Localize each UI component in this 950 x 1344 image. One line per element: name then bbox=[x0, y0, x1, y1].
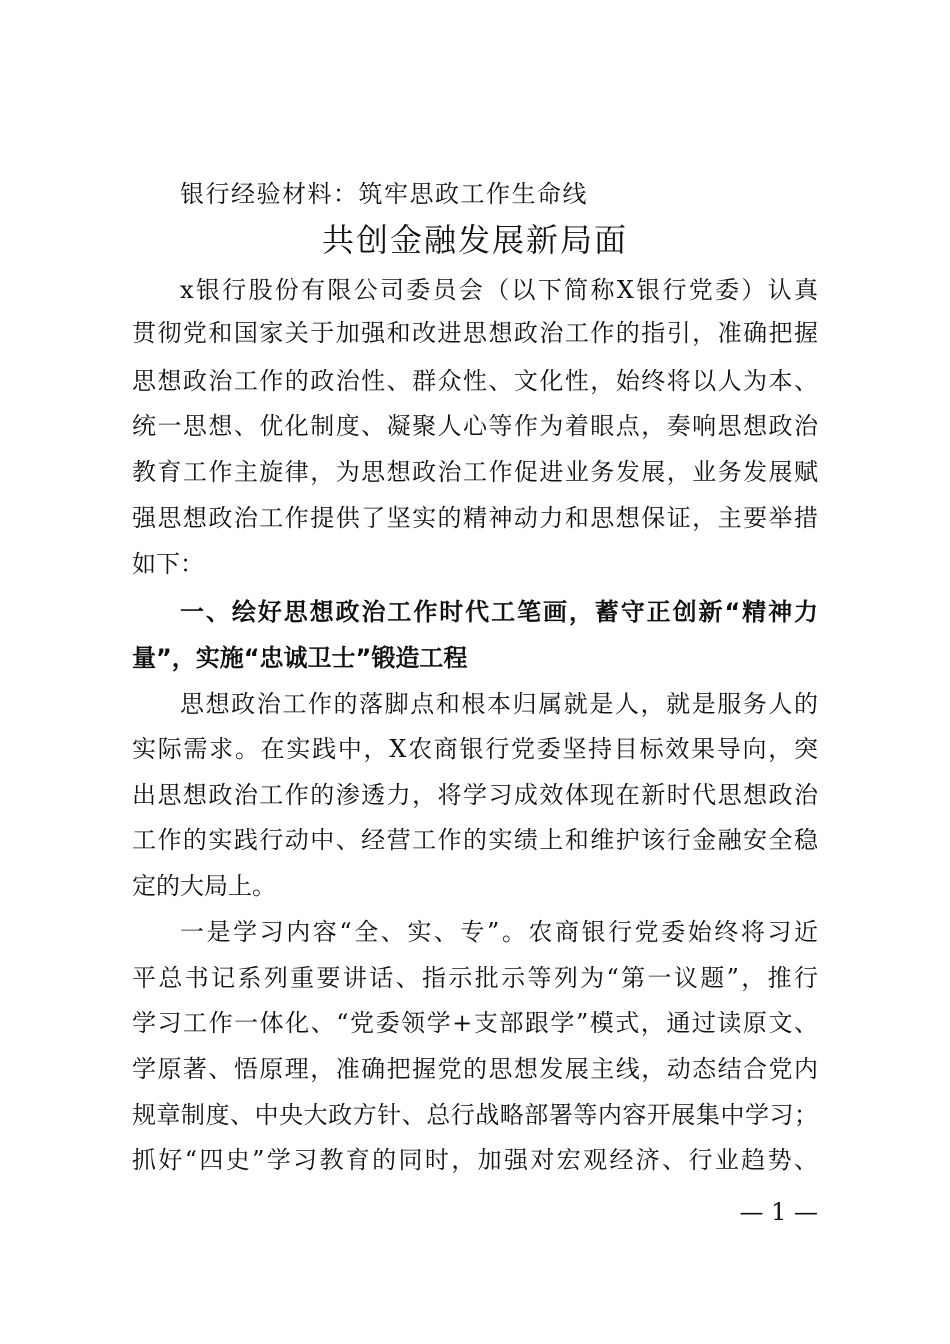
paragraph-line: 抓好“四史”学习教育的同时，加强对宏观经济、行业趋势、 bbox=[132, 1146, 818, 1174]
paragraph-line: 平总书记系列重要讲话、指示批示等列为“第一议题”，推行 bbox=[132, 964, 818, 992]
page-number: — 1 — bbox=[739, 1198, 818, 1226]
intro-line: 统一思想、优化制度、凝聚人心等作为着眼点，奏响思想政治 bbox=[132, 412, 818, 440]
intro-line: 如下： bbox=[132, 550, 204, 578]
paragraph-line: 学原著、悟原理，准确把握党的思想发展主线，动态结合党内 bbox=[132, 1055, 818, 1083]
paragraph-line: 实际需求。在实践中，X农商银行党委坚持目标效果导向，突 bbox=[132, 735, 818, 763]
section-heading-line: 一、绘好思想政治工作时代工笔画，蓄守正创新“精神力 bbox=[180, 598, 818, 626]
document-title: 共创金融发展新局面 bbox=[321, 221, 628, 259]
paragraph-line: 工作的实践行动中、经营工作的实绩上和维护该行金融安全稳 bbox=[132, 826, 818, 854]
section-heading-line: 量”，实施“忠诚卫士”锻造工程 bbox=[132, 644, 468, 672]
paragraph-line: 学习工作一体化、“党委领学+支部跟学”模式，通过读原文、 bbox=[132, 1009, 818, 1037]
intro-line: 强思想政治工作提供了坚实的精神动力和思想保证，主要举措 bbox=[132, 504, 818, 532]
paragraph-line: 思想政治工作的落脚点和根本归属就是人，就是服务人的 bbox=[180, 690, 818, 718]
paragraph-line: 规章制度、中央大政方针、总行战略部署等内容开展集中学习； bbox=[132, 1101, 818, 1129]
paragraph-line: 定的大局上。 bbox=[132, 872, 276, 900]
paragraph-line: 出思想政治工作的渗透力，将学习成效体现在新时代思想政治 bbox=[132, 781, 818, 809]
intro-line: 贯彻党和国家关于加强和改进思想政治工作的指引，准确把握 bbox=[132, 319, 818, 347]
intro-line: 思想政治工作的政治性、群众性、文化性，始终将以人为本、 bbox=[132, 367, 818, 395]
intro-line: 教育工作主旋律，为思想政治工作促进业务发展，业务发展赋 bbox=[132, 458, 818, 486]
paragraph-line: 一是学习内容“全、实、专”。农商银行党委始终将习近 bbox=[180, 918, 818, 946]
document-subtitle: 银行经验材料：筑牢思政工作生命线 bbox=[180, 180, 588, 208]
intro-line: x银行股份有限公司委员会（以下简称X银行党委）认真 bbox=[180, 276, 818, 304]
